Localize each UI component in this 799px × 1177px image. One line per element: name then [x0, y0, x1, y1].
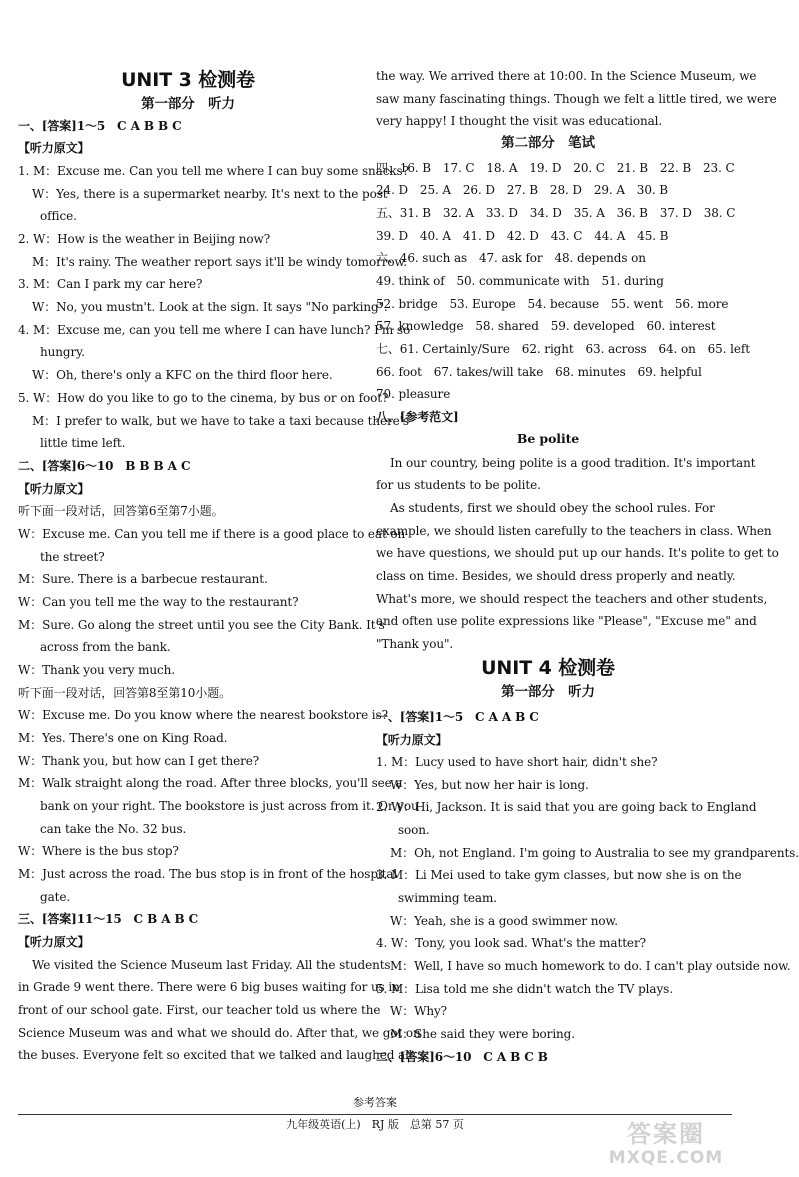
- dialog-line: bank on your right. The bookstore is just across from it. Or you: [40, 799, 419, 813]
- essay-line: "Thank you".: [376, 637, 454, 651]
- dialog-line: M：Oh, not England. I'm going to Australia to see my grandparents.: [390, 846, 799, 860]
- essay-line: In our country, being polite is a good tradition. It's important: [390, 456, 756, 470]
- dialog-line: M：Well, I have so much homework to do. I can't play outside now.: [390, 959, 791, 973]
- dialog-line: swimming team.: [398, 891, 497, 905]
- dialog-line: M：Sure. There is a barbecue restaurant.: [18, 572, 268, 586]
- dialog-line: M：I prefer to walk, but we have to take a taxi because there's: [32, 414, 409, 428]
- answer-line: 四、16. B 17. C 18. A 19. D 20. C 21. B 22. B 23. C: [376, 161, 735, 175]
- dialog-line: 5. W：How do you like to go to the cinema, by bus or on foot?: [18, 391, 389, 405]
- answer-line: 49. think of 50. communicate with 51. during: [376, 274, 664, 288]
- dialog-line: W：Excuse me. Do you know where the nearest bookstore is?: [18, 708, 388, 722]
- essay-line: What's more, we should respect the teachers and other students,: [376, 592, 768, 606]
- section-label: 【听力原文】: [18, 482, 90, 496]
- answer-line: 二、[答案]6～10 B B B A C: [18, 459, 191, 473]
- dialog-line: W：No, you mustn't. Look at the sign. It says "No parking".: [32, 300, 388, 314]
- dialog-line: M：Just across the road. The bus stop is in front of the hospital: [18, 867, 398, 881]
- answer-line: 八、[参考范文]: [376, 410, 459, 424]
- section-label: 【听力原文】: [18, 935, 90, 949]
- essay-line: and often use polite expressions like "Please", "Excuse me" and: [376, 614, 757, 628]
- unit3-title: UNIT 3 检测卷: [121, 69, 255, 91]
- dialog-line: 2. W：Hi, Jackson. It is said that you are going back to England: [376, 800, 757, 814]
- dialog-line: soon.: [398, 823, 430, 837]
- dialog-line: W：Thank you very much.: [18, 663, 175, 677]
- dialog-line: 2. W：How is the weather in Beijing now?: [18, 232, 271, 246]
- unit3-part2-title: 第二部分 笔试: [501, 135, 595, 151]
- dialog-line: 4. M：Excuse me, can you tell me where I can have lunch? I'm so: [18, 323, 411, 337]
- dialog-line: 1. M：Excuse me. Can you tell me where I can buy some snacks?: [18, 164, 409, 178]
- dialog-line: gate.: [40, 890, 71, 904]
- dialog-line: W：Yes, but now her hair is long.: [390, 778, 589, 792]
- answer-line: 七、61. Certainly/Sure 62. right 63. across 64. on 65. left: [376, 342, 750, 356]
- dialog-line: 4. W：Tony, you look sad. What's the matter?: [376, 936, 646, 950]
- dialog-line: 1. M：Lucy used to have short hair, didn't she?: [376, 755, 658, 769]
- footer-divider: [18, 1114, 732, 1115]
- dialog-line: little time left.: [40, 436, 126, 450]
- footer-info: 九年级英语(上) RJ 版 总第 57 页: [286, 1118, 464, 1131]
- watermark-bottom: MXQE.COM: [608, 1148, 724, 1168]
- passage-line: in Grade 9 went there. There were 6 big buses waiting for us in: [18, 980, 400, 994]
- instruction-line: 听下面一段对话，回答第6至第7小题。: [18, 504, 224, 518]
- answer-line: 52. bridge 53. Europe 54. because 55. went 56. more: [376, 297, 729, 311]
- dialog-line: across from the bank.: [40, 640, 171, 654]
- section-label: 【听力原文】: [18, 141, 90, 155]
- passage-line: Science Museum was and what we should do. After that, we got on: [18, 1026, 421, 1040]
- essay-title: Be polite: [516, 431, 580, 446]
- answer-line: 五、31. B 32. A 33. D 34. D 35. A 36. B 37. D 38. C: [376, 206, 736, 220]
- answer-line: 六、46. such as 47. ask for 48. depends on: [376, 251, 646, 265]
- answer-line: 70. pleasure: [376, 387, 451, 401]
- dialog-line: can take the No. 32 bus.: [40, 822, 187, 836]
- dialog-line: W：Yeah, she is a good swimmer now.: [390, 914, 618, 928]
- dialog-line: M：Walk straight along the road. After three blocks, you'll see a: [18, 776, 403, 790]
- answer-line: 66. foot 67. takes/will take 68. minutes 69. helpful: [376, 365, 702, 379]
- dialog-line: office.: [40, 209, 77, 223]
- passage-line: We visited the Science Museum last Friday. All the students: [32, 958, 391, 972]
- footer-label: 参考答案: [353, 1096, 397, 1109]
- dialog-line: W：Oh, there's only a KFC on the third floor here.: [32, 368, 333, 382]
- passage-line: saw many fascinating things. Though we felt a little tired, we were: [376, 92, 777, 106]
- dialog-line: M：It's rainy. The weather report says it'll be windy tomorrow.: [32, 255, 407, 269]
- dialog-line: the street?: [40, 550, 105, 564]
- answer-line: 一、[答案]1～5 C A A B C: [376, 710, 539, 724]
- passage-line: front of our school gate. First, our teacher told us where the: [18, 1003, 381, 1017]
- essay-line: As students, first we should obey the school rules. For: [390, 501, 715, 515]
- dialog-line: W：Yes, there is a supermarket nearby. It's next to the post: [32, 187, 388, 201]
- dialog-line: M：Sure. Go along the street until you see the City Bank. It's: [18, 618, 385, 632]
- essay-line: for us students to be polite.: [376, 478, 541, 492]
- passage-line: very happy! I thought the visit was educational.: [376, 114, 663, 128]
- unit4-part1-title: 第一部分 听力: [501, 684, 595, 700]
- passage-line: the way. We arrived there at 10:00. In the Science Museum, we: [376, 69, 757, 83]
- dialog-line: W：Where is the bus stop?: [18, 844, 179, 858]
- essay-line: example, we should listen carefully to the teachers in class. When: [376, 524, 772, 538]
- dialog-line: M：Yes. There's one on King Road.: [18, 731, 228, 745]
- answer-line: 三、[答案]11～15 C B A B C: [18, 912, 199, 926]
- dialog-line: W：Excuse me. Can you tell me if there is a good place to eat on: [18, 527, 406, 541]
- dialog-line: 5. M：Lisa told me she didn't watch the TV plays.: [376, 982, 673, 996]
- watermark-logo: [596, 1120, 736, 1172]
- dialog-line: 3. M：Li Mei used to take gym classes, but now she is on the: [376, 868, 742, 882]
- dialog-line: hungry.: [40, 345, 85, 359]
- instruction-line: 听下面一段对话，回答第8至第10小题。: [18, 686, 232, 700]
- answer-line: 一、[答案]1～5 C A B B C: [18, 119, 182, 133]
- dialog-line: W：Thank you, but how can I get there?: [18, 754, 260, 768]
- answer-line: 39. D 40. A 41. D 42. D 43. C 44. A 45. B: [376, 229, 669, 243]
- passage-line: the buses. Everyone felt so excited that we talked and laughed all: [18, 1048, 413, 1062]
- answer-line: 57. knowledge 58. shared 59. developed 60. interest: [376, 319, 716, 333]
- essay-line: class on time. Besides, we should dress properly and neatly.: [376, 569, 736, 583]
- unit3-part1-title: 第一部分 听力: [141, 96, 235, 112]
- answer-line: 24. D 25. A 26. D 27. B 28. D 29. A 30. B: [376, 183, 669, 197]
- dialog-line: W：Why?: [390, 1004, 448, 1018]
- dialog-line: M：She said they were boring.: [390, 1027, 575, 1041]
- watermark-top: 答案圈: [627, 1120, 705, 1148]
- dialog-line: W：Can you tell me the way to the restaurant?: [18, 595, 299, 609]
- answer-line: 二、[答案]6～10 C A B C B: [376, 1050, 548, 1064]
- section-label: 【听力原文】: [376, 733, 448, 747]
- dialog-line: 3. M：Can I park my car here?: [18, 277, 203, 291]
- essay-line: we have questions, we should put up our hands. It's polite to get to: [376, 546, 779, 560]
- unit4-title: UNIT 4 检测卷: [481, 657, 615, 679]
